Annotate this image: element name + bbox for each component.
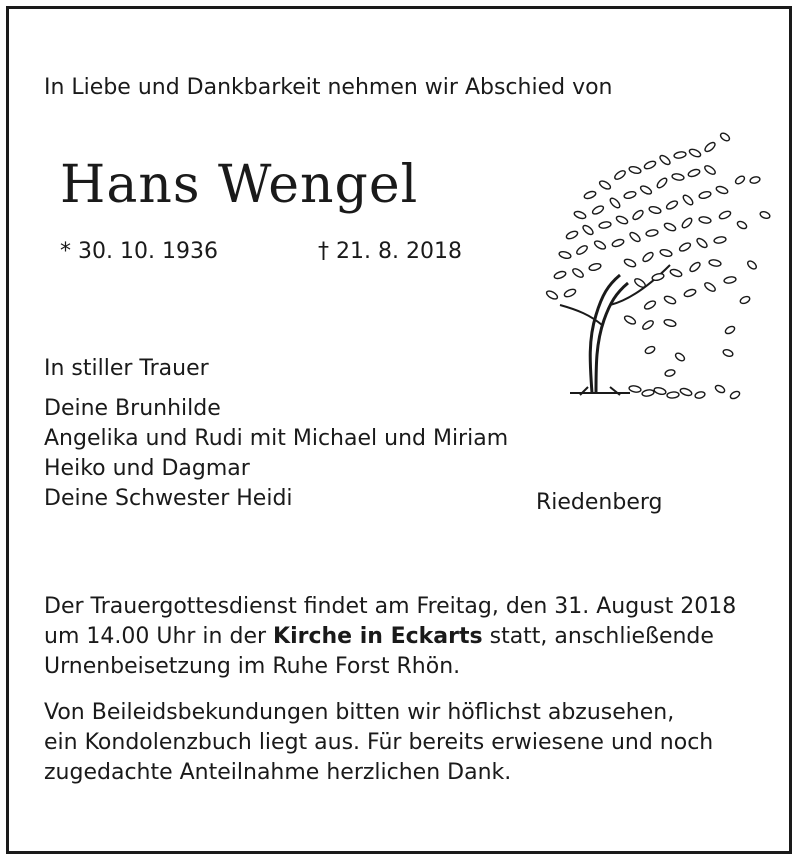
- service-announcement: [44, 592, 784, 682]
- mourner-name: Deine Schwester Heidi: [44, 486, 293, 511]
- service-line-1: Der Trauergottesdienst findet am Freitag, den 31. August 2018: [44, 594, 737, 619]
- heading: In Liebe und Dankbarkeit nehmen wir Abschied von: [44, 75, 613, 100]
- church-name: Kirche in Eckarts: [273, 624, 483, 649]
- service-line-2b: statt, anschließende: [482, 624, 714, 649]
- death-date: † 21. 8. 2018: [318, 239, 462, 264]
- mourners-intro: In stiller Trauer: [44, 356, 209, 381]
- mourner-name: Angelika und Rudi mit Michael und Miriam: [44, 426, 509, 451]
- place-name: Riedenberg: [536, 490, 663, 515]
- birth-date: * 30. 10. 1936: [60, 239, 218, 264]
- deceased-name: Hans Wengel: [60, 155, 419, 215]
- windblown-tree-icon: [530, 125, 780, 415]
- closing-line: Von Beileidsbekundungen bitten wir höflichst abzusehen,: [44, 700, 675, 725]
- service-line-3: Urnenbeisetzung im Ruhe Forst Rhön.: [44, 654, 461, 679]
- closing-line: ein Kondolenzbuch liegt aus. Für bereits erwiesene und noch: [44, 730, 714, 755]
- closing-line: zugedachte Anteilnahme herzlichen Dank.: [44, 760, 512, 785]
- service-line-2a: um 14.00 Uhr in der: [44, 624, 274, 649]
- closing-note: [44, 698, 784, 788]
- mourner-name: Deine Brunhilde: [44, 396, 221, 421]
- mourner-name: Heiko und Dagmar: [44, 456, 250, 481]
